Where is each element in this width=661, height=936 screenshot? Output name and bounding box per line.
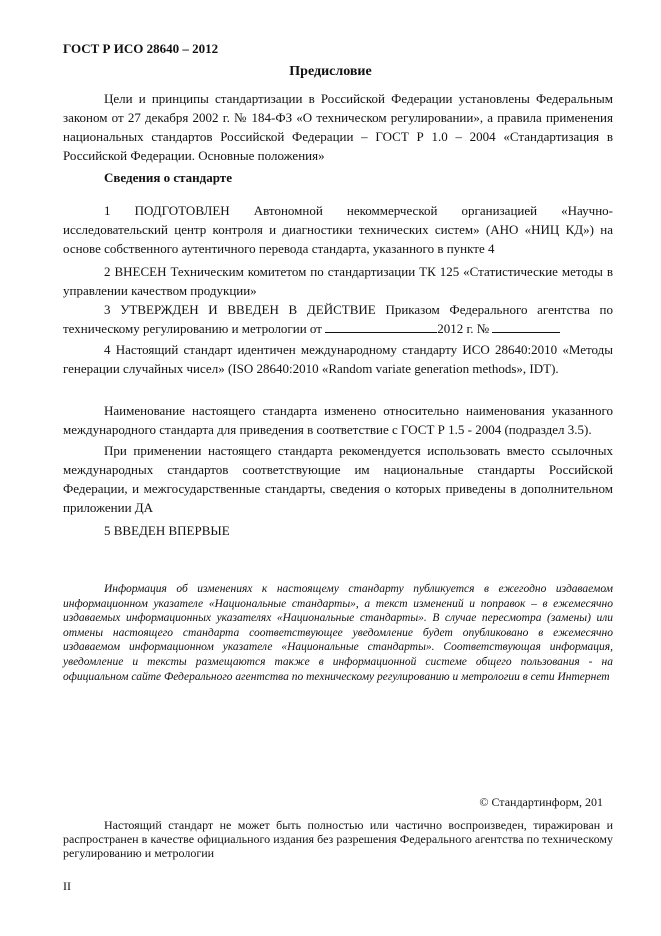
standard-code-header: ГОСТ Р ИСО 28640 – 2012 [63, 41, 219, 56]
item-5: 5 ВВЕДЕН ВПЕРВЫЕ [104, 523, 230, 538]
rename-paragraph: Наименование настоящего стандарта изменено относительно наименования указанного международного стандарта для приведения в соответствие с ГОСТ Р 1.5 - 2004 (подраздел 3.5). [63, 403, 613, 437]
references-paragraph: При применении настоящего стандарта рекомендуется использовать вместо ссылочных международных стандартов соответствующие им национальные стандарты Российской Федерации, и межгосударственные стандарты, сведения о которых приведены в дополнительном приложении ДА [63, 443, 613, 515]
date-blank [325, 319, 437, 333]
intro-paragraph: Цели и принципы стандартизации в Российской Федерации установлены Федеральным законом от 27 декабря 2002 г. № 184-ФЗ «О техническом регулировании», а правила применения национальных стандартов Российской Федерации – ГОСТ Р 1.0 – 2004 «Стандартизация в Российской Федерации. Основные положения» [63, 91, 613, 163]
page-title: Предисловие [289, 64, 372, 79]
section-title: Сведения о стандарте [104, 170, 232, 185]
number-blank [492, 319, 560, 333]
copyright-line: © Стандартинформ, 201 [479, 795, 603, 809]
changes-info-note: Информация об изменениях к настоящему стандарту публикуется в ежегодно издаваемом информационном указателе «Национальные стандарты», а текст изменений и поправок – в ежемесячно издаваемых информационных указателях «Национальные стандарты». В случае пересмотра (замены) или отмены настоящего стандарта соответствующее уведомление будет опубликовано в ежемесячно издаваемом информационном указателе «Национальные стандарты». Соответствующая информация, уведомление и тексты размещаются также в информационной системе общего пользования - на официальном сайте Федерального агентства по техническому регулированию и метрологии в сети Интернет [63, 583, 613, 683]
item-3-year: 2012 г. № [437, 321, 493, 336]
item-2: 2 ВНЕСЕН Техническим комитетом по стандартизации ТК 125 «Статистические методы в управлении качеством продукции» [63, 264, 613, 298]
page-number: II [63, 879, 71, 893]
item-3-text: 3 УТВЕРЖДЕН И ВВЕДЕН В ДЕЙСТВИЕ Приказом Федерального агентства по техническому регулированию и метрологии от [63, 302, 613, 336]
item-3 [63, 300, 613, 338]
reproduction-notice: Настоящий стандарт не может быть полностью или частично воспроизведен, тиражирован и распространен в качестве официального издания без разрешения Федерального агентства по техническому регулированию и метрологии [63, 818, 613, 860]
item-1: 1 ПОДГОТОВЛЕН Автономной некоммерческой организацией «Научно-исследовательский центр контроля и диагностики технических систем» (АНО «НИЦ КД») на основе собственного аутентичного перевода стандарта, указанного в пункте 4 [63, 203, 613, 256]
item-4: 4 Настоящий стандарт идентичен международному стандарту ИСО 28640:2010 «Методы генерации случайных чисел» (ISO 28640:2010 «Random variate generation methods», IDT). [63, 342, 613, 376]
